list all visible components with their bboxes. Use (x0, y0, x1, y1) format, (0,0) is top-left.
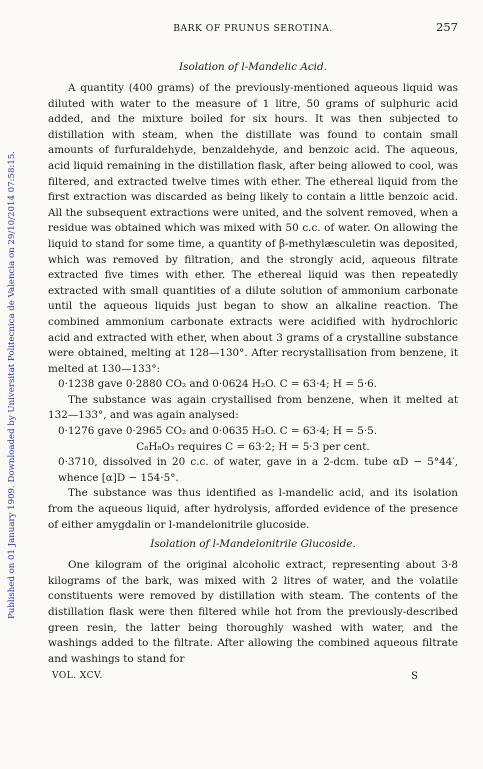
section-heading-glucoside: Isolation of l-Mandelonitrile Glucoside. (150, 538, 356, 551)
signature-mark: S (411, 671, 418, 683)
running-title: BARK OF PRUNUS SEROTINA. (173, 23, 333, 34)
page (48, 20, 458, 684)
analysis-line-2: 0·1276 gave 0·2965 CO₂ and 0·0635 H₂O. C = 63·4; H = 5·5. (58, 425, 378, 438)
paragraph-recrystallised: The substance was again crystallised from benzene, when it melted at 132—133°, and was again analysed: (48, 393, 458, 422)
paragraph-glucoside: One kilogram of the original alcoholic extract, representing about 3·8 kilograms of the bark, was mixed with 2 litres of water, and the volatile constituents were removed by distillation with steam. The contents of the distillation flask were then filtered while hot from the previously-described green resin, the latter being thoroughly washed with water, and the washings added to the filtrate. After allowing the combined aqueous filtrate and washings to stand for (48, 559, 458, 665)
page-number: 257 (436, 20, 458, 34)
paragraph-procedure: A quantity (400 grams) of the previously-mentioned aqueous liquid was diluted with water to the measure of 1 litre, 50 grams of sulphuric acid added, and the mixture boiled for six hours. It was then subjected to distillation with steam, when the distillate was found to contain small amounts of furfuraldehyde, benzaldehyde, and benzoic acid. The aqueous, acid liquid remaining in the distillation flask, after being allowed to cool, was filtered, and extracted twelve times with ether. The ethereal liquid from the first extraction was discarded as being likely to contain a little benzoic acid. All the subsequent extractions were united, and the solvent removed, when a residue was obtained which was mixed with 50 c.c. of water. On allowing the liquid to stand for some time, a quantity of β-methylæsculetin was deposited, which was removed by filtration, and the strongly acid, aqueous filtrate extracted five times with ether. The ethereal liquid was then repeatedly extracted with small quantities of a dilute solution of ammonium carbonate until the aqueous liquids just began to show an alkaline reaction. The combined ammonium carbonate extracts were acidified with hydrochloric acid and extracted with ether, when about 3 grams of a crystalline substance were obtained, melting at 128—130°. After recrystallisation from benzene, it melted at 130—133°: (48, 82, 458, 375)
volume-label: VOL. XCV. (52, 671, 103, 682)
download-notice (3, 40, 17, 730)
analysis-line-1: 0·1238 gave 0·2880 CO₂ and 0·0624 H₂O. C = 63·4; H = 5·6. (58, 378, 378, 391)
rotation-measurement: 0·3710, dissolved in 20 c.c. of water, gave in a 2-dcm. tube αD − 5°44′, whence [α]D − 154·5°. (58, 456, 458, 484)
section-heading-mandelic-acid: Isolation of l-Mandelic Acid. (179, 61, 327, 73)
running-header (48, 20, 458, 36)
paragraph-identification: The substance was thus identified as l-mandelic acid, and its isolation from the aqueous liquid, after hydrolysis, afforded evidence of the presence of either amygdalin or l-mandelonitrile glucoside. (48, 487, 458, 531)
formula-requirement: C₈H₈O₃ requires C = 63·2; H = 5·3 per cent. (136, 440, 370, 453)
page-footer (48, 669, 458, 684)
download-notice-text: Published on 01 January 1909. Downloaded by Universitat Politecnica de Valencia on 29/10/2014 07:58:15. (7, 151, 17, 619)
